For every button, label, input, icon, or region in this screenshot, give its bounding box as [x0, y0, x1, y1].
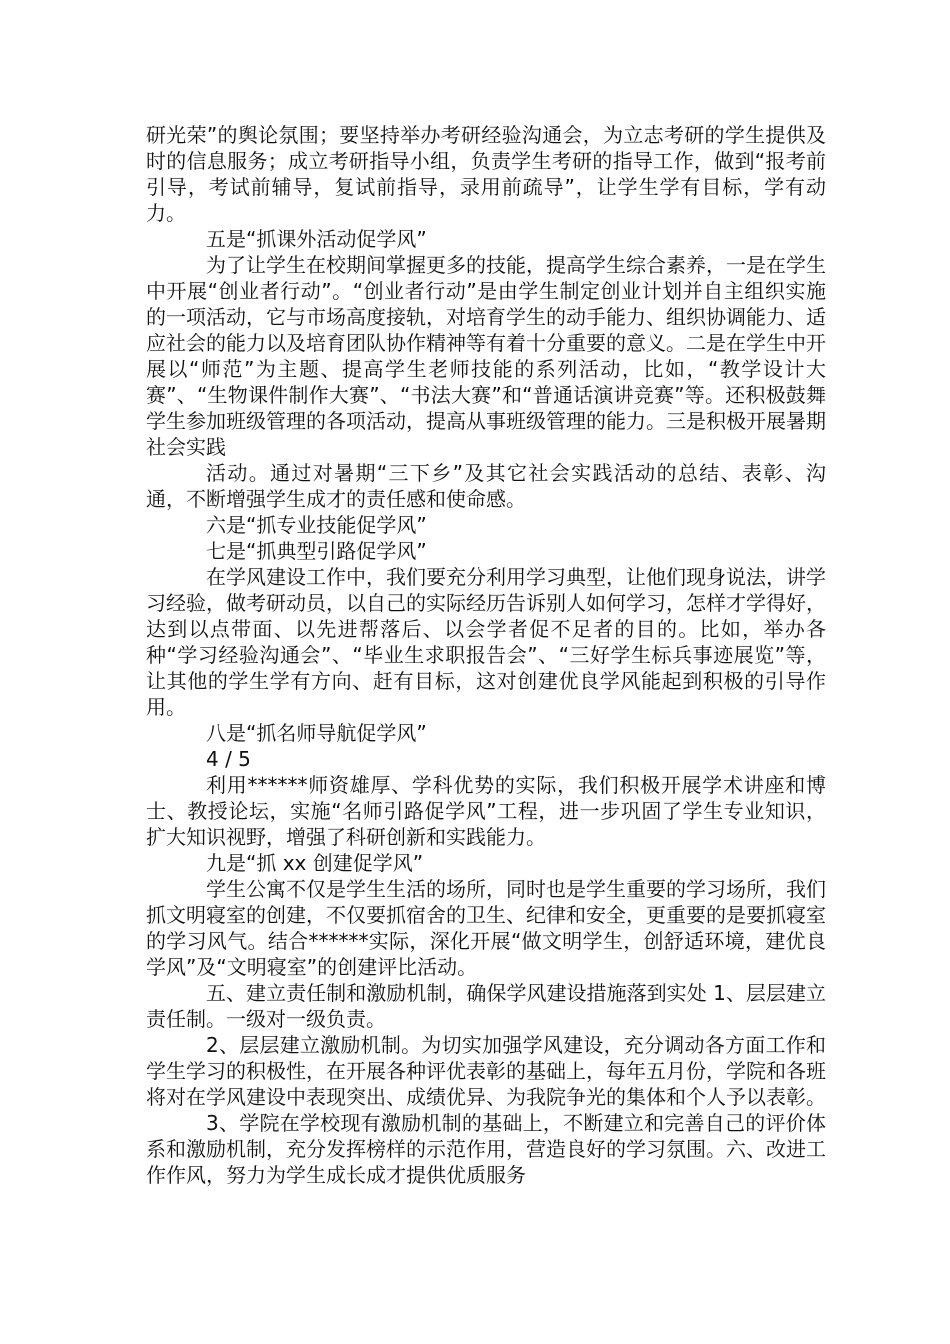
- paragraph-incentive: 2、层层建立激励机制。为切实加强学风建设，充分调动各方面工作和学生学习的积极性，在开展各种评优表彰的基础上，每年五月份，学院和各班将对在学风建设中表现突出、成绩优异、为我院争光的集体和个人予以表彰。: [146, 1033, 826, 1109]
- heading-5: 五是“抓课外活动促学风”: [206, 227, 427, 251]
- paragraph-summer-practice: 活动。通过对暑期“三下乡”及其它社会实践活动的总结、表彰、沟通，不断增强学生成才的责任感和使命感。: [146, 461, 826, 511]
- paragraph-role-models: 在学风建设工作中，我们要充分利用学习典型，让他们现身说法，讲学习经验，做考研动员，以自己的实际经历告诉别人如何学习，怎样才学得好，达到以点带面、以先进帮落后、以会学者促不足者的目的。比如，举办各种“学习经验沟通会”、“毕业生求职报告会”、“三好学生标兵事迹展览”等，让其他的学生学有方向、赶有目标，这对创建优良学风能起到积极的引导作用。: [146, 565, 826, 719]
- paragraph-famous-teachers: 利用******师资雄厚、学科优势的实际，我们积极开展学术讲座和博士、教授论坛，实施“名师引路促学风”工程，进一步巩固了学生专业知识，扩大知识视野，增强了科研创新和实践能力。: [146, 773, 826, 849]
- paragraph-responsibility: 五、建立责任制和激励机制，确保学风建设措施落到实处 1、层层建立责任制。一级对一级负责。: [146, 981, 826, 1031]
- heading-8: 八是“抓名师导航促学风”: [206, 721, 427, 745]
- paragraph-extracurricular: 为了让学生在校期间掌握更多的技能，提高学生综合素养，一是在学生中开展“创业者行动”。“创业者行动”是由学生制定创业计划并自主组织实施的一项活动，它与市场高度接轨，对培育学生的动手能力、组织协调能力、适应社会的能力以及培育团队协作精神等有着十分重要的意义。二是在学生中开展以“师范”为主题、提高学生老师技能的系列活动，比如，“教学设计大赛”、“生物课件制作大赛”、“书法大赛”和“普通话演讲竞赛”等。还积极鼓舞学生参加班级管理的各项活动，提高从事班级管理的能力。三是积极开展暑期社会实践: [146, 253, 826, 459]
- heading-9: 九是“抓 xx 创建促学风”: [206, 851, 424, 875]
- document-page: [146, 122, 826, 1188]
- paragraph-evaluation: 3、学院在学校现有激励机制的基础上，不断建立和完善自己的评价体系和激励机制，充分发挥榜样的示范作用，营造良好的学习氛围。六、改进工作作风，努力为学生成长成才提供优质服务: [146, 1111, 826, 1187]
- paragraph-dormitory: 学生公寓不仅是学生生活的场所，同时也是学生重要的学习场所，我们抓文明寝室的创建，不仅要抓宿舍的卫生、纪律和安全，更重要的是要抓寝室的学习风气。结合******实际，深化开展“做文明学生，创舒适环境，建优良学风”及“文明寝室”的创建评比活动。: [146, 877, 826, 979]
- page-number: 4 / 5: [206, 747, 251, 771]
- paragraph-kaoyan: 研光荣”的舆论氛围；要坚持举办考研经验沟通会，为立志考研的学生提供及时的信息服务；成立考研指导小组，负责学生考研的指导工作，做到“报考前引导，考试前辅导，复试前指导，录用前疏导”，让学生学有目标，学有动力。: [146, 123, 826, 225]
- heading-6: 六是“抓专业技能促学风”: [206, 513, 427, 537]
- heading-7: 七是“抓典型引路促学风”: [206, 539, 427, 563]
